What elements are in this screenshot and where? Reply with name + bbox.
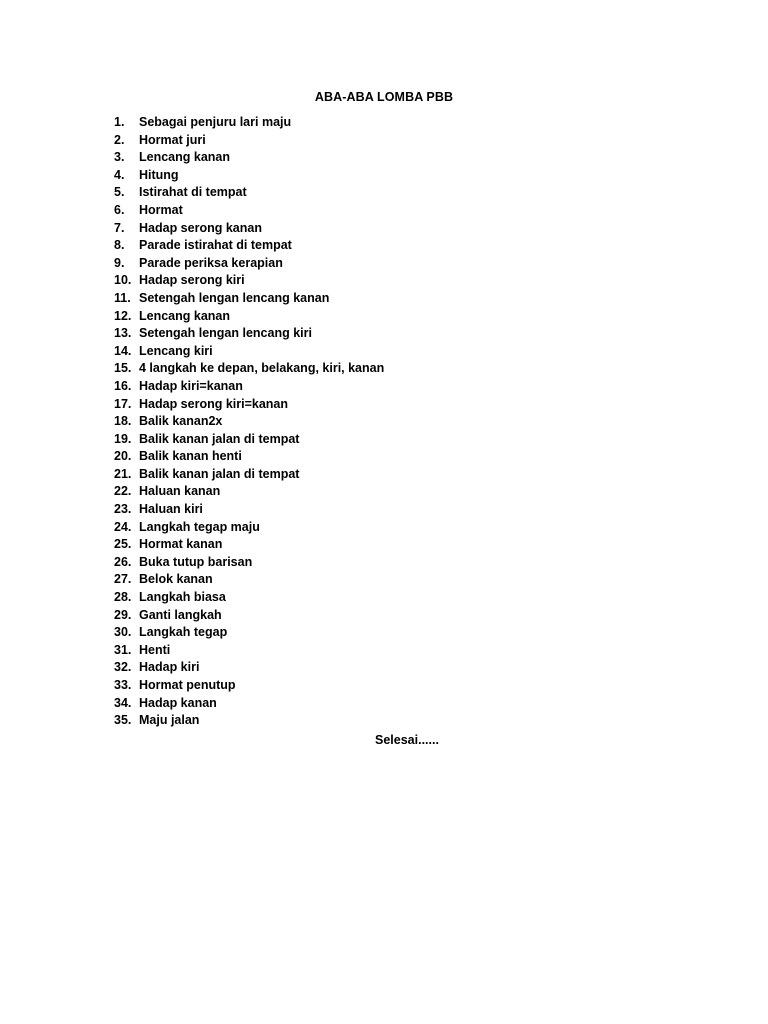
list-item-number: 5. bbox=[114, 185, 125, 200]
list-item-text: Maju jalan bbox=[139, 713, 200, 728]
list-item-text: Hadap serong kiri=kanan bbox=[139, 396, 289, 411]
list-item-number: 3. bbox=[114, 150, 125, 165]
list-item-number: 35. bbox=[114, 713, 132, 728]
list-item bbox=[114, 624, 384, 642]
list-item-text: Ganti langkah bbox=[139, 607, 222, 622]
list-item-text: Hormat kanan bbox=[139, 537, 223, 552]
list-item-number: 28. bbox=[114, 590, 132, 605]
list-item-number: 14. bbox=[114, 343, 132, 358]
list-item-text: Belok kanan bbox=[139, 572, 213, 587]
list-item bbox=[114, 132, 384, 150]
list-item-number: 24. bbox=[114, 519, 132, 534]
list-item bbox=[114, 184, 384, 202]
list-item-number: 1. bbox=[114, 115, 125, 129]
list-item-number: 15. bbox=[114, 361, 132, 376]
list-item-number: 9. bbox=[114, 255, 125, 270]
list-item bbox=[114, 554, 384, 572]
list-item bbox=[114, 413, 384, 431]
list-item-number: 31. bbox=[114, 642, 132, 657]
list-item-number: 18. bbox=[114, 414, 132, 429]
list-item bbox=[114, 519, 384, 537]
list-item bbox=[114, 272, 384, 290]
list-item-text: Parade periksa kerapian bbox=[139, 255, 283, 270]
list-item bbox=[114, 466, 384, 484]
list-item bbox=[114, 677, 384, 695]
list-item-number: 8. bbox=[114, 238, 125, 253]
list-item-text: Hadap serong kiri bbox=[139, 273, 245, 288]
list-item-number: 16. bbox=[114, 378, 132, 393]
list-item-number: 25. bbox=[114, 537, 132, 552]
closing-text: Selesai...... bbox=[375, 733, 439, 747]
list-item-number: 7. bbox=[114, 220, 125, 235]
list-item bbox=[114, 642, 384, 660]
list-item bbox=[114, 695, 384, 713]
list-item-number: 33. bbox=[114, 678, 132, 692]
list-item-number: 12. bbox=[114, 308, 132, 323]
list-item-text: Balik kanan henti bbox=[139, 449, 242, 464]
list-item-text: Haluan kiri bbox=[139, 502, 203, 517]
list-item-number: 30. bbox=[114, 625, 132, 640]
list-item-text: Balik kanan jalan di tempat bbox=[139, 431, 300, 446]
list-item-text: Buka tutup barisan bbox=[139, 554, 253, 569]
list-item bbox=[114, 448, 384, 466]
list-item-number: 27. bbox=[114, 572, 132, 587]
list-item-text: Hadap kanan bbox=[139, 695, 217, 710]
list-item bbox=[114, 255, 384, 273]
list-item bbox=[114, 571, 384, 589]
list-item bbox=[114, 325, 384, 343]
list-item bbox=[114, 220, 384, 238]
list-item-text: Balik kanan jalan di tempat bbox=[139, 466, 300, 481]
list-item-text: Lencang kanan bbox=[139, 308, 230, 323]
list-item-text: Hadap kiri=kanan bbox=[139, 378, 243, 393]
list-item-text: 4 langkah ke depan, belakang, kiri, kanan bbox=[139, 361, 385, 376]
list-item-text: Setengah lengan lencang kiri bbox=[139, 326, 312, 341]
list-item-number: 17. bbox=[114, 396, 132, 411]
list-item bbox=[114, 360, 384, 378]
list-item-text: Langkah tegap bbox=[139, 625, 228, 640]
list-item bbox=[114, 114, 384, 132]
list-item-number: 11. bbox=[114, 290, 131, 305]
list-item-text: Hormat juri bbox=[139, 132, 206, 147]
list-item-text: Langkah tegap maju bbox=[139, 519, 260, 534]
list-item-text: Balik kanan2x bbox=[139, 414, 223, 429]
list-item-text: Hadap kiri bbox=[139, 660, 200, 675]
list-item-number: 10. bbox=[114, 273, 132, 288]
list-item-text: Hadap serong kanan bbox=[139, 220, 262, 235]
list-item-number: 21. bbox=[114, 466, 132, 481]
list-item-text: Parade istirahat di tempat bbox=[139, 238, 292, 253]
list-item bbox=[114, 167, 384, 185]
list-item-number: 29. bbox=[114, 607, 132, 622]
list-item-number: 13. bbox=[114, 326, 132, 341]
list-item bbox=[114, 712, 384, 730]
list-item bbox=[114, 659, 384, 677]
list-item-text: Hitung bbox=[139, 167, 179, 182]
list-item-text: Lencang kanan bbox=[139, 150, 230, 165]
list-item bbox=[114, 501, 384, 519]
list-item bbox=[114, 431, 384, 449]
list-item-text: Hormat bbox=[139, 202, 183, 217]
document-title: ABA-ABA LOMBA PBB bbox=[314, 90, 454, 104]
list-item-text: Henti bbox=[139, 642, 171, 657]
list-item-number: 6. bbox=[114, 202, 125, 217]
list-item-text: Istirahat di tempat bbox=[139, 185, 247, 200]
list-item bbox=[114, 343, 384, 361]
list-item-text: Langkah biasa bbox=[139, 590, 226, 605]
list-item bbox=[114, 396, 384, 414]
list-item-text: Haluan kanan bbox=[139, 484, 221, 499]
list-item bbox=[114, 149, 384, 167]
list-item-text: Setengah lengan lencang kanan bbox=[139, 290, 330, 305]
command-list bbox=[114, 114, 384, 730]
list-item-number: 19. bbox=[114, 431, 132, 446]
list-item bbox=[114, 483, 384, 501]
list-item-number: 34. bbox=[114, 695, 132, 710]
list-item-number: 32. bbox=[114, 660, 132, 675]
list-item-number: 22. bbox=[114, 484, 132, 499]
list-item-text: Hormat penutup bbox=[139, 678, 236, 692]
list-item bbox=[114, 378, 384, 396]
list-item bbox=[114, 202, 384, 220]
list-item-number: 23. bbox=[114, 502, 132, 517]
list-item-text: Sebagai penjuru lari maju bbox=[139, 115, 292, 129]
list-item bbox=[114, 308, 384, 326]
list-item-number: 4. bbox=[114, 167, 125, 182]
list-item-number: 20. bbox=[114, 449, 132, 464]
list-item bbox=[114, 536, 384, 554]
list-item bbox=[114, 237, 384, 255]
list-item-number: 2. bbox=[114, 132, 125, 147]
list-item bbox=[114, 290, 384, 308]
list-item bbox=[114, 607, 384, 625]
list-item bbox=[114, 589, 384, 607]
list-item-number: 26. bbox=[114, 554, 132, 569]
list-item-text: Lencang kiri bbox=[139, 343, 213, 358]
